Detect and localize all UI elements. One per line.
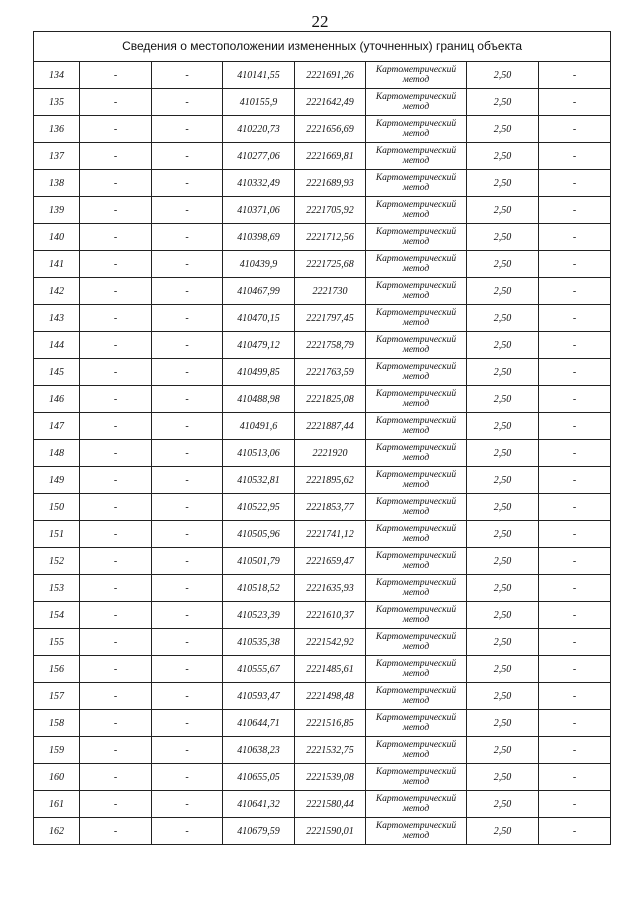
- new-y-cell: 2221741,12: [295, 521, 366, 548]
- table-row: [34, 575, 611, 602]
- new-x-cell: 410499,85: [223, 359, 295, 386]
- new-x-cell: 410398,69: [223, 224, 295, 251]
- table-row: [34, 278, 611, 305]
- old-x-cell: -: [80, 548, 152, 575]
- accuracy-cell: 2,50: [467, 818, 539, 845]
- point-number-cell: 137: [34, 143, 80, 170]
- description-cell: -: [539, 62, 611, 89]
- table-caption: Сведения о местоположении измененных (уточненных) границ объекта: [34, 32, 611, 62]
- old-y-cell: -: [152, 629, 223, 656]
- new-x-cell: 410523,39: [223, 602, 295, 629]
- description-cell: -: [539, 467, 611, 494]
- old-x-cell: -: [80, 602, 152, 629]
- point-number-cell: 162: [34, 818, 80, 845]
- old-y-cell: -: [152, 170, 223, 197]
- old-y-cell: -: [152, 548, 223, 575]
- old-y-cell: -: [152, 494, 223, 521]
- new-x-cell: 410555,67: [223, 656, 295, 683]
- description-cell: -: [539, 764, 611, 791]
- description-cell: -: [539, 818, 611, 845]
- old-y-cell: -: [152, 359, 223, 386]
- point-number-cell: 161: [34, 791, 80, 818]
- accuracy-cell: 2,50: [467, 278, 539, 305]
- new-y-cell: 2221542,92: [295, 629, 366, 656]
- new-x-cell: 410501,79: [223, 548, 295, 575]
- description-cell: -: [539, 629, 611, 656]
- new-y-cell: 2221853,77: [295, 494, 366, 521]
- table-row: [34, 548, 611, 575]
- new-x-cell: 410593,47: [223, 683, 295, 710]
- point-number-cell: 140: [34, 224, 80, 251]
- old-y-cell: -: [152, 332, 223, 359]
- point-number-cell: 135: [34, 89, 80, 116]
- method-cell: Картометрический метод: [366, 89, 467, 116]
- old-x-cell: -: [80, 197, 152, 224]
- accuracy-cell: 2,50: [467, 602, 539, 629]
- new-x-cell: 410488,98: [223, 386, 295, 413]
- new-x-cell: 410505,96: [223, 521, 295, 548]
- table-row: [34, 305, 611, 332]
- accuracy-cell: 2,50: [467, 764, 539, 791]
- accuracy-cell: 2,50: [467, 224, 539, 251]
- description-cell: -: [539, 575, 611, 602]
- old-x-cell: -: [80, 575, 152, 602]
- old-x-cell: -: [80, 791, 152, 818]
- point-number-cell: 139: [34, 197, 80, 224]
- page-number: 22: [311, 12, 329, 31]
- new-x-cell: 410155,9: [223, 89, 295, 116]
- table-row: [34, 224, 611, 251]
- point-number-cell: 158: [34, 710, 80, 737]
- table-row: [34, 737, 611, 764]
- new-y-cell: 2221758,79: [295, 332, 366, 359]
- old-y-cell: -: [152, 656, 223, 683]
- new-y-cell: 2221705,92: [295, 197, 366, 224]
- old-y-cell: -: [152, 386, 223, 413]
- new-y-cell: 2221689,93: [295, 170, 366, 197]
- table-row: [34, 197, 611, 224]
- old-y-cell: -: [152, 521, 223, 548]
- old-y-cell: -: [152, 116, 223, 143]
- old-x-cell: -: [80, 764, 152, 791]
- table-row: [34, 602, 611, 629]
- point-number-cell: 141: [34, 251, 80, 278]
- table-row: [34, 494, 611, 521]
- new-x-cell: 410467,99: [223, 278, 295, 305]
- old-y-cell: -: [152, 764, 223, 791]
- accuracy-cell: 2,50: [467, 305, 539, 332]
- method-cell: Картометрический метод: [366, 548, 467, 575]
- accuracy-cell: 2,50: [467, 737, 539, 764]
- new-y-cell: 2221669,81: [295, 143, 366, 170]
- new-x-cell: 410439,9: [223, 251, 295, 278]
- new-y-cell: 2221642,49: [295, 89, 366, 116]
- old-y-cell: -: [152, 251, 223, 278]
- accuracy-cell: 2,50: [467, 197, 539, 224]
- method-cell: Картометрический метод: [366, 143, 467, 170]
- description-cell: -: [539, 89, 611, 116]
- old-x-cell: -: [80, 467, 152, 494]
- accuracy-cell: 2,50: [467, 413, 539, 440]
- point-number-cell: 148: [34, 440, 80, 467]
- description-cell: -: [539, 224, 611, 251]
- old-y-cell: -: [152, 305, 223, 332]
- method-cell: Картометрический метод: [366, 764, 467, 791]
- point-number-cell: 152: [34, 548, 80, 575]
- old-x-cell: -: [80, 683, 152, 710]
- description-cell: -: [539, 494, 611, 521]
- new-x-cell: 410141,55: [223, 62, 295, 89]
- method-cell: Картометрический метод: [366, 737, 467, 764]
- boundary-coordinates-table: [33, 31, 611, 845]
- accuracy-cell: 2,50: [467, 683, 539, 710]
- new-y-cell: 2221887,44: [295, 413, 366, 440]
- point-number-cell: 142: [34, 278, 80, 305]
- caption-row: [34, 32, 611, 62]
- old-x-cell: -: [80, 251, 152, 278]
- method-cell: Картометрический метод: [366, 575, 467, 602]
- description-cell: -: [539, 143, 611, 170]
- new-x-cell: 410332,49: [223, 170, 295, 197]
- new-x-cell: 410277,06: [223, 143, 295, 170]
- table-row: [34, 143, 611, 170]
- old-y-cell: -: [152, 737, 223, 764]
- old-y-cell: -: [152, 791, 223, 818]
- old-x-cell: -: [80, 710, 152, 737]
- new-y-cell: 2221539,08: [295, 764, 366, 791]
- description-cell: -: [539, 413, 611, 440]
- old-x-cell: -: [80, 278, 152, 305]
- accuracy-cell: 2,50: [467, 332, 539, 359]
- new-y-cell: 2221825,08: [295, 386, 366, 413]
- old-y-cell: -: [152, 413, 223, 440]
- table-row: [34, 629, 611, 656]
- new-x-cell: 410644,71: [223, 710, 295, 737]
- point-number-cell: 153: [34, 575, 80, 602]
- accuracy-cell: 2,50: [467, 467, 539, 494]
- table-row: [34, 359, 611, 386]
- old-y-cell: -: [152, 602, 223, 629]
- old-y-cell: -: [152, 62, 223, 89]
- new-x-cell: 410532,81: [223, 467, 295, 494]
- table-body: [34, 32, 611, 845]
- new-x-cell: 410491,6: [223, 413, 295, 440]
- point-number-cell: 155: [34, 629, 80, 656]
- accuracy-cell: 2,50: [467, 62, 539, 89]
- description-cell: -: [539, 170, 611, 197]
- new-y-cell: 2221691,26: [295, 62, 366, 89]
- table-row: [34, 251, 611, 278]
- table-row: [34, 413, 611, 440]
- old-x-cell: -: [80, 89, 152, 116]
- point-number-cell: 144: [34, 332, 80, 359]
- new-y-cell: 2221635,93: [295, 575, 366, 602]
- accuracy-cell: 2,50: [467, 548, 539, 575]
- table-row: [34, 656, 611, 683]
- accuracy-cell: 2,50: [467, 386, 539, 413]
- method-cell: Картометрический метод: [366, 170, 467, 197]
- description-cell: -: [539, 305, 611, 332]
- old-x-cell: -: [80, 818, 152, 845]
- new-y-cell: 2221659,47: [295, 548, 366, 575]
- old-x-cell: -: [80, 413, 152, 440]
- point-number-cell: 160: [34, 764, 80, 791]
- method-cell: Картометрический метод: [366, 116, 467, 143]
- method-cell: Картометрический метод: [366, 332, 467, 359]
- point-number-cell: 143: [34, 305, 80, 332]
- description-cell: -: [539, 440, 611, 467]
- old-x-cell: -: [80, 494, 152, 521]
- old-y-cell: -: [152, 467, 223, 494]
- old-y-cell: -: [152, 143, 223, 170]
- accuracy-cell: 2,50: [467, 143, 539, 170]
- new-y-cell: 2221920: [295, 440, 366, 467]
- point-number-cell: 156: [34, 656, 80, 683]
- new-y-cell: 2221498,48: [295, 683, 366, 710]
- table-row: [34, 818, 611, 845]
- new-x-cell: 410479,12: [223, 332, 295, 359]
- method-cell: Картометрический метод: [366, 710, 467, 737]
- accuracy-cell: 2,50: [467, 656, 539, 683]
- new-x-cell: 410535,38: [223, 629, 295, 656]
- new-y-cell: 2221730: [295, 278, 366, 305]
- method-cell: Картометрический метод: [366, 683, 467, 710]
- old-y-cell: -: [152, 710, 223, 737]
- method-cell: Картометрический метод: [366, 224, 467, 251]
- accuracy-cell: 2,50: [467, 440, 539, 467]
- old-y-cell: -: [152, 683, 223, 710]
- new-y-cell: 2221712,56: [295, 224, 366, 251]
- new-y-cell: 2221590,01: [295, 818, 366, 845]
- old-x-cell: -: [80, 521, 152, 548]
- method-cell: Картометрический метод: [366, 413, 467, 440]
- description-cell: -: [539, 656, 611, 683]
- new-x-cell: 410522,95: [223, 494, 295, 521]
- new-y-cell: 2221656,69: [295, 116, 366, 143]
- method-cell: Картометрический метод: [366, 791, 467, 818]
- description-cell: -: [539, 602, 611, 629]
- new-y-cell: 2221532,75: [295, 737, 366, 764]
- point-number-cell: 145: [34, 359, 80, 386]
- method-cell: Картометрический метод: [366, 386, 467, 413]
- table-row: [34, 791, 611, 818]
- method-cell: Картометрический метод: [366, 629, 467, 656]
- description-cell: -: [539, 521, 611, 548]
- accuracy-cell: 2,50: [467, 359, 539, 386]
- old-x-cell: -: [80, 62, 152, 89]
- table-row: [34, 521, 611, 548]
- point-number-cell: 146: [34, 386, 80, 413]
- method-cell: Картометрический метод: [366, 197, 467, 224]
- method-cell: Картометрический метод: [366, 62, 467, 89]
- old-x-cell: -: [80, 332, 152, 359]
- description-cell: -: [539, 278, 611, 305]
- old-x-cell: -: [80, 359, 152, 386]
- old-y-cell: -: [152, 818, 223, 845]
- table-row: [34, 116, 611, 143]
- old-x-cell: -: [80, 737, 152, 764]
- new-x-cell: 410655,05: [223, 764, 295, 791]
- new-y-cell: 2221485,61: [295, 656, 366, 683]
- new-x-cell: 410638,23: [223, 737, 295, 764]
- table-row: [34, 332, 611, 359]
- accuracy-cell: 2,50: [467, 710, 539, 737]
- description-cell: -: [539, 791, 611, 818]
- old-x-cell: -: [80, 656, 152, 683]
- method-cell: Картометрический метод: [366, 656, 467, 683]
- method-cell: Картометрический метод: [366, 251, 467, 278]
- accuracy-cell: 2,50: [467, 494, 539, 521]
- accuracy-cell: 2,50: [467, 170, 539, 197]
- point-number-cell: 151: [34, 521, 80, 548]
- table-row: [34, 170, 611, 197]
- point-number-cell: 138: [34, 170, 80, 197]
- description-cell: -: [539, 116, 611, 143]
- point-number-cell: 134: [34, 62, 80, 89]
- new-y-cell: 2221763,59: [295, 359, 366, 386]
- accuracy-cell: 2,50: [467, 116, 539, 143]
- new-y-cell: 2221895,62: [295, 467, 366, 494]
- old-x-cell: -: [80, 116, 152, 143]
- new-y-cell: 2221610,37: [295, 602, 366, 629]
- point-number-cell: 147: [34, 413, 80, 440]
- old-x-cell: -: [80, 143, 152, 170]
- accuracy-cell: 2,50: [467, 89, 539, 116]
- method-cell: Картометрический метод: [366, 359, 467, 386]
- new-x-cell: 410513,06: [223, 440, 295, 467]
- old-y-cell: -: [152, 440, 223, 467]
- description-cell: -: [539, 197, 611, 224]
- table-row: [34, 467, 611, 494]
- new-y-cell: 2221516,85: [295, 710, 366, 737]
- old-x-cell: -: [80, 305, 152, 332]
- new-x-cell: 410371,06: [223, 197, 295, 224]
- new-x-cell: 410220,73: [223, 116, 295, 143]
- description-cell: -: [539, 359, 611, 386]
- table-row: [34, 710, 611, 737]
- description-cell: -: [539, 710, 611, 737]
- method-cell: Картометрический метод: [366, 467, 467, 494]
- old-y-cell: -: [152, 575, 223, 602]
- old-x-cell: -: [80, 170, 152, 197]
- point-number-cell: 150: [34, 494, 80, 521]
- accuracy-cell: 2,50: [467, 791, 539, 818]
- old-y-cell: -: [152, 278, 223, 305]
- description-cell: -: [539, 386, 611, 413]
- old-x-cell: -: [80, 629, 152, 656]
- old-x-cell: -: [80, 386, 152, 413]
- accuracy-cell: 2,50: [467, 575, 539, 602]
- method-cell: Картометрический метод: [366, 494, 467, 521]
- accuracy-cell: 2,50: [467, 521, 539, 548]
- table-row: [34, 89, 611, 116]
- new-y-cell: 2221580,44: [295, 791, 366, 818]
- old-y-cell: -: [152, 89, 223, 116]
- description-cell: -: [539, 683, 611, 710]
- new-x-cell: 410470,15: [223, 305, 295, 332]
- old-y-cell: -: [152, 197, 223, 224]
- table-row: [34, 683, 611, 710]
- point-number-cell: 157: [34, 683, 80, 710]
- description-cell: -: [539, 548, 611, 575]
- table-row: [34, 764, 611, 791]
- description-cell: -: [539, 251, 611, 278]
- accuracy-cell: 2,50: [467, 629, 539, 656]
- new-y-cell: 2221725,68: [295, 251, 366, 278]
- point-number-cell: 136: [34, 116, 80, 143]
- method-cell: Картометрический метод: [366, 440, 467, 467]
- table-row: [34, 440, 611, 467]
- new-x-cell: 410641,32: [223, 791, 295, 818]
- method-cell: Картометрический метод: [366, 818, 467, 845]
- description-cell: -: [539, 737, 611, 764]
- new-y-cell: 2221797,45: [295, 305, 366, 332]
- table-row: [34, 62, 611, 89]
- point-number-cell: 154: [34, 602, 80, 629]
- method-cell: Картометрический метод: [366, 305, 467, 332]
- method-cell: Картометрический метод: [366, 602, 467, 629]
- old-x-cell: -: [80, 440, 152, 467]
- old-y-cell: -: [152, 224, 223, 251]
- new-x-cell: 410518,52: [223, 575, 295, 602]
- method-cell: Картометрический метод: [366, 278, 467, 305]
- new-x-cell: 410679,59: [223, 818, 295, 845]
- description-cell: -: [539, 332, 611, 359]
- old-x-cell: -: [80, 224, 152, 251]
- table-row: [34, 386, 611, 413]
- point-number-cell: 149: [34, 467, 80, 494]
- method-cell: Картометрический метод: [366, 521, 467, 548]
- accuracy-cell: 2,50: [467, 251, 539, 278]
- point-number-cell: 159: [34, 737, 80, 764]
